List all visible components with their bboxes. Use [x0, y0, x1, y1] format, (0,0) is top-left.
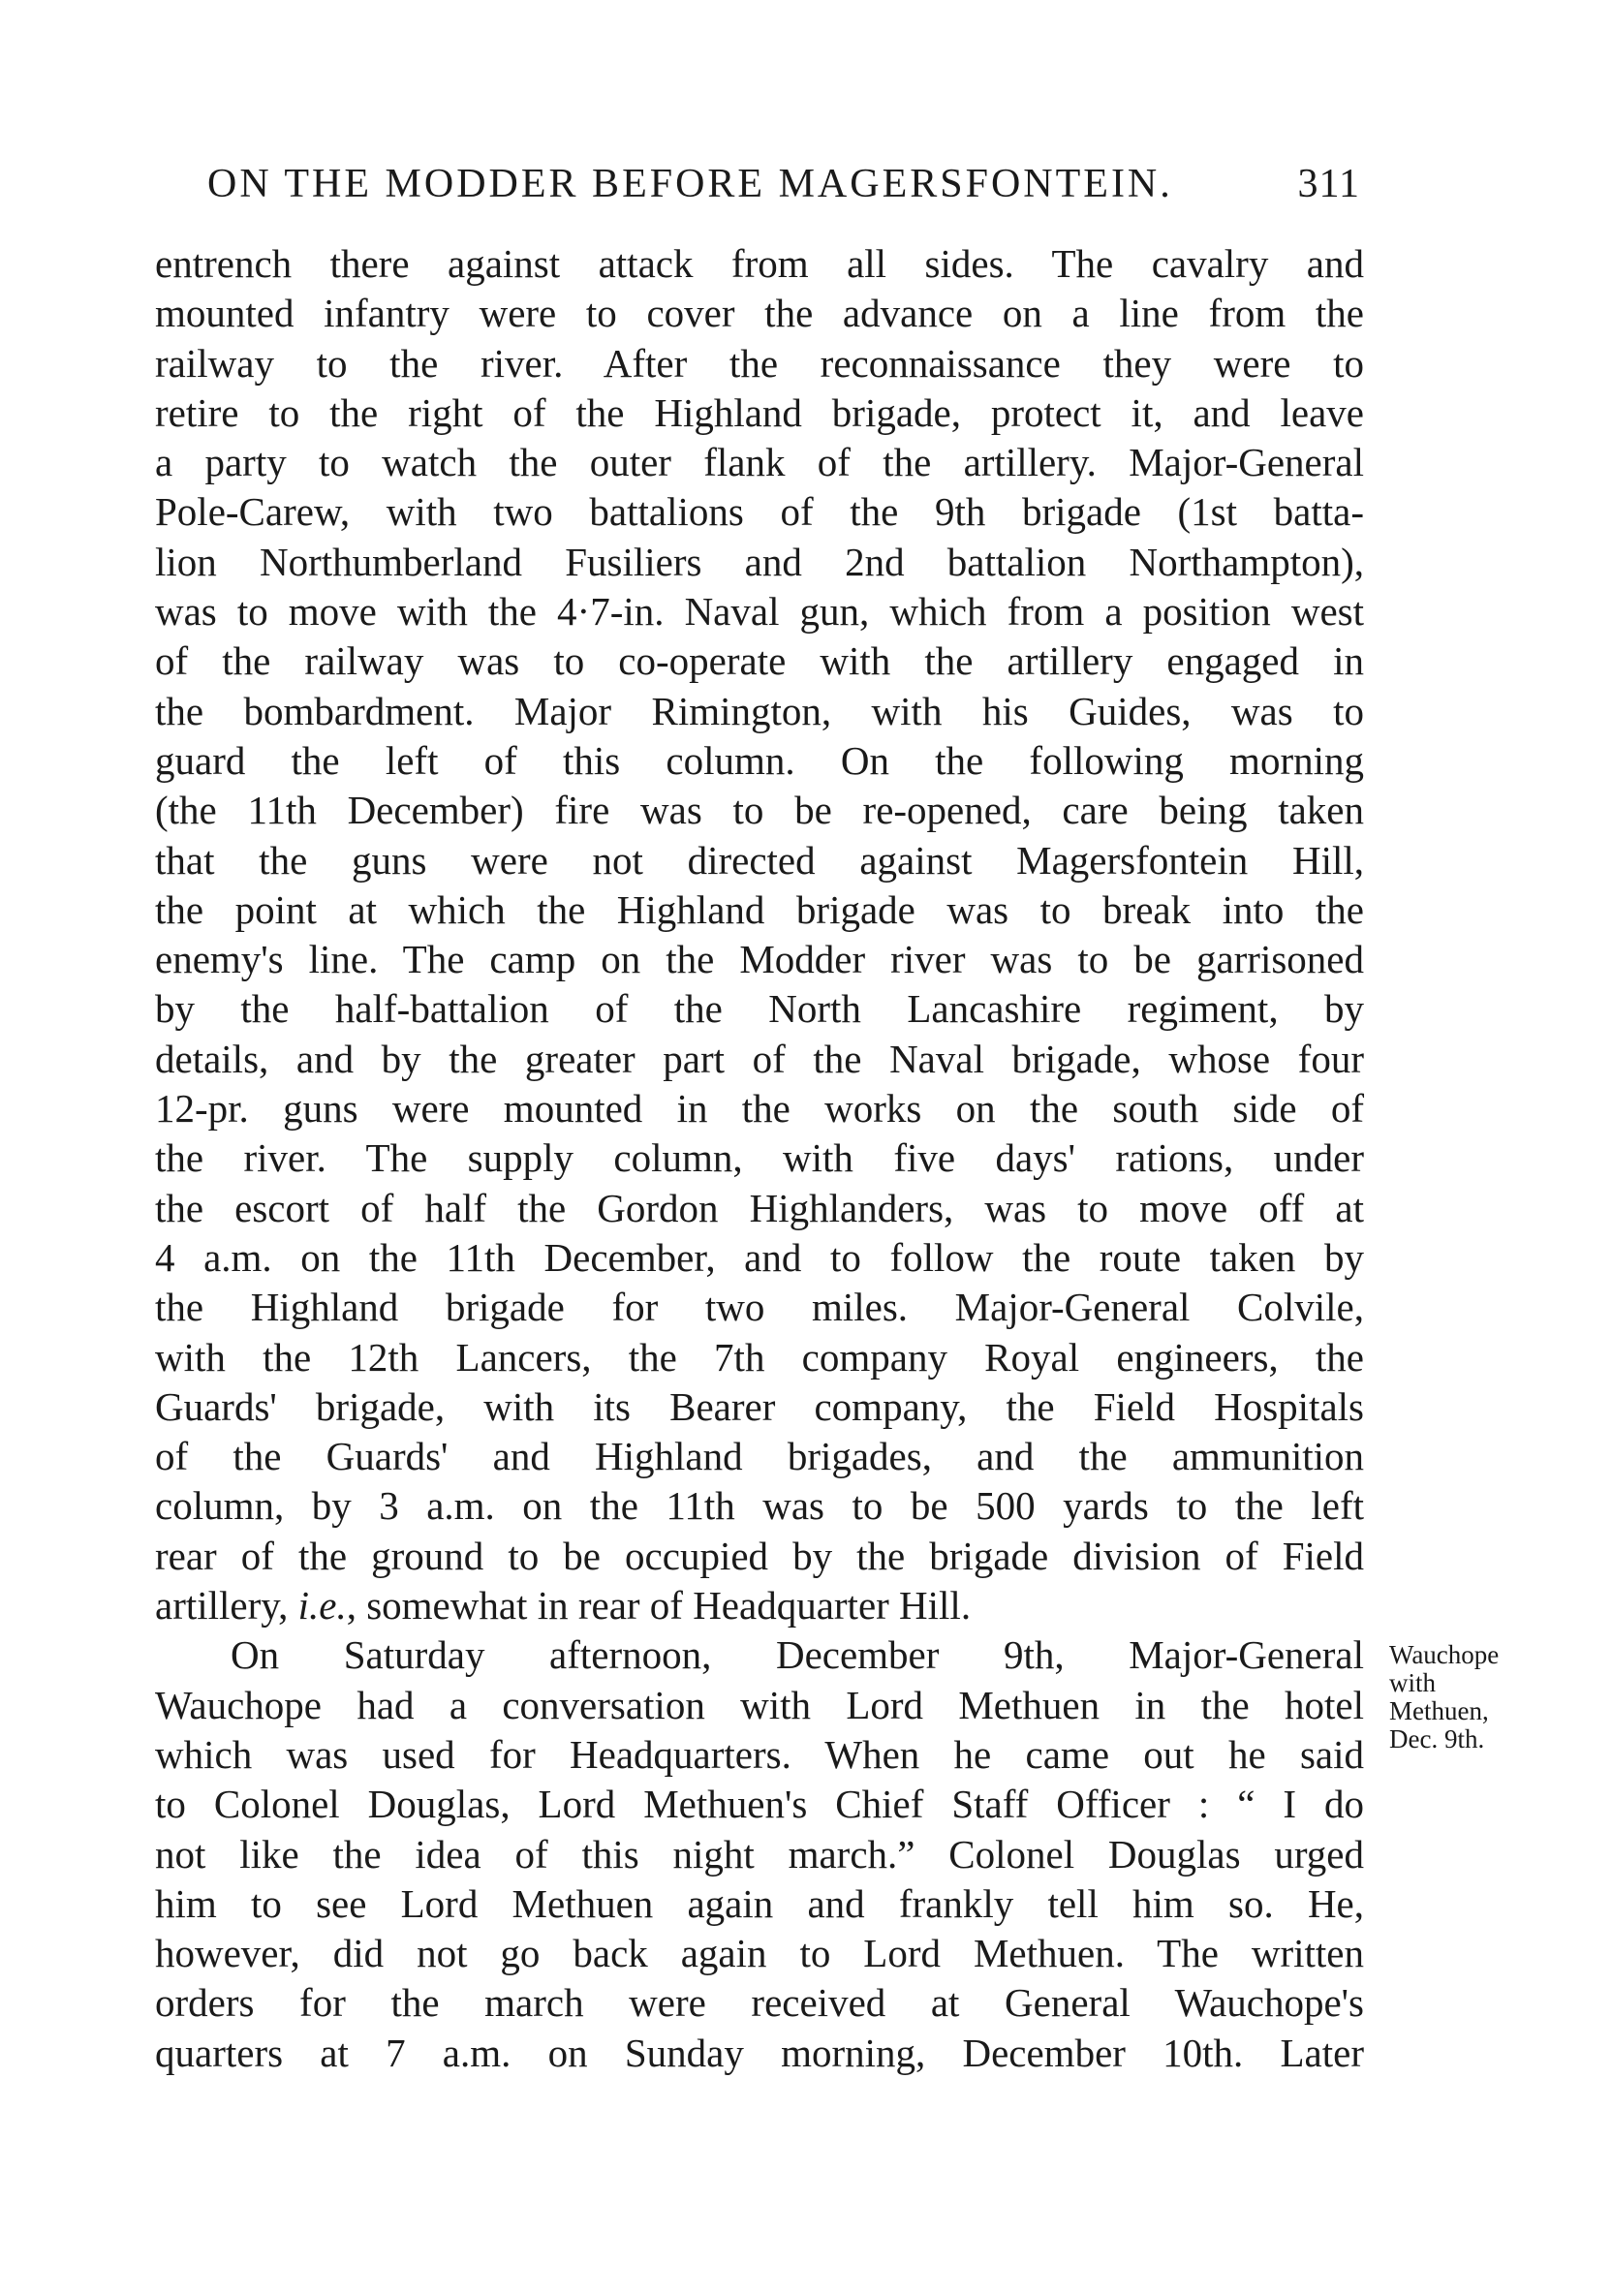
text-line: details, and by the greater part of the Naval brigade, whose four [155, 1036, 1364, 1081]
text-line: mounted infantry were to cover the advance on a line from the [155, 291, 1364, 336]
text-line: lion Northumberland Fusiliers and 2nd battalion Northampton), [155, 539, 1364, 584]
text-fragment: artillery, [155, 1583, 298, 1629]
text-line: was to move with the 4·7-in. Naval gun, which from a position west [155, 589, 1364, 635]
text-line: the river. The supply column, with five days' rations, under [155, 1135, 1364, 1181]
text-line: Wauchope had a conversation with Lord Methuen in the hotel [155, 1682, 1364, 1727]
running-header [207, 161, 1360, 219]
page-number: 311 [1297, 162, 1360, 206]
italic-abbreviation: i.e. [297, 1583, 347, 1629]
text-line: rear of the ground to be occupied by the brigade division of Field [155, 1533, 1364, 1578]
text-line: railway to the river. After the reconnaissance they were to [155, 340, 1364, 386]
paragraph-start-line: On Saturday afternoon, December 9th, Major-General [231, 1632, 1364, 1678]
text-line: not like the idea of this night march.” Colonel Douglas urged [155, 1831, 1364, 1877]
text-line: that the guns were not directed against Magersfontein Hill, [155, 837, 1364, 883]
text-line: Guards' brigade, with its Bearer company, the Field Hospitals [155, 1383, 1364, 1429]
text-line: (the 11th December) fire was to be re-opened, care being taken [155, 788, 1364, 833]
text-line: enemy's line. The camp on the Modder river was to be garrisoned [155, 937, 1364, 982]
text-line: the escort of half the Gordon Highlanders, was to move off at [155, 1185, 1364, 1230]
text-line: the bombardment. Major Rimington, with his Guides, was to [155, 688, 1364, 733]
text-line: retire to the right of the Highland brigade, protect it, and leave [155, 389, 1364, 435]
text-line: of the Guards' and Highland brigades, and the ammunition [155, 1434, 1364, 1479]
text-line: orders for the march were received at General Wauchope's [155, 1980, 1364, 2026]
text-line: to Colonel Douglas, Lord Methuen's Chief Staff Officer : “ I do [155, 1782, 1364, 1827]
text-fragment: , somewhat in rear of Headquarter Hill. [346, 1583, 972, 1629]
text-line: 12-pr. guns were mounted in the works on the south side of [155, 1086, 1364, 1132]
text-line: quarters at 7 a.m. on Sunday morning, December 10th. Later [155, 2030, 1364, 2075]
text-line: which was used for Headquarters. When he came out he said [155, 1731, 1364, 1777]
text-line: a party to watch the outer flank of the artillery. Major-General [155, 440, 1364, 485]
margin-note-line: Dec. 9th. [1389, 1724, 1485, 1753]
text-line: the Highland brigade for two miles. Major-General Colvile, [155, 1285, 1364, 1330]
text-line: Pole-Carew, with two battalions of the 9th brigade (1st batta- [155, 489, 1364, 535]
margin-note-line: Wauchope [1389, 1640, 1500, 1669]
paragraph-end-line [155, 1581, 1364, 1630]
text-line: him to see Lord Methuen again and frankly tell him so. He, [155, 1880, 1364, 1926]
text-line: entrench there against attack from all sides. The cavalry and [155, 241, 1364, 286]
text-line: the point at which the Highland brigade was to break into the [155, 886, 1364, 932]
text-line: of the railway was to co-operate with the artillery engaged in [155, 638, 1364, 684]
main-text [155, 239, 1364, 2078]
text-line: guard the left of this column. On the following morning [155, 737, 1364, 783]
text-line: 4 a.m. on the 11th December, and to follow the route taken by [155, 1234, 1364, 1280]
margin-note [1389, 1641, 1554, 1753]
text-line: column, by 3 a.m. on the 11th was to be 500 yards to the left [155, 1483, 1364, 1529]
margin-note-line: Methuen, [1389, 1696, 1489, 1725]
text-line: by the half-battalion of the North Lancashire regiment, by [155, 986, 1364, 1032]
text-line: with the 12th Lancers, the 7th company Royal engineers, the [155, 1334, 1364, 1380]
margin-note-line: with [1389, 1668, 1437, 1697]
running-title: ON THE MODDER BEFORE MAGERSFONTEIN. [207, 162, 1173, 206]
text-line: however, did not go back again to Lord Methuen. The written [155, 1931, 1364, 1976]
